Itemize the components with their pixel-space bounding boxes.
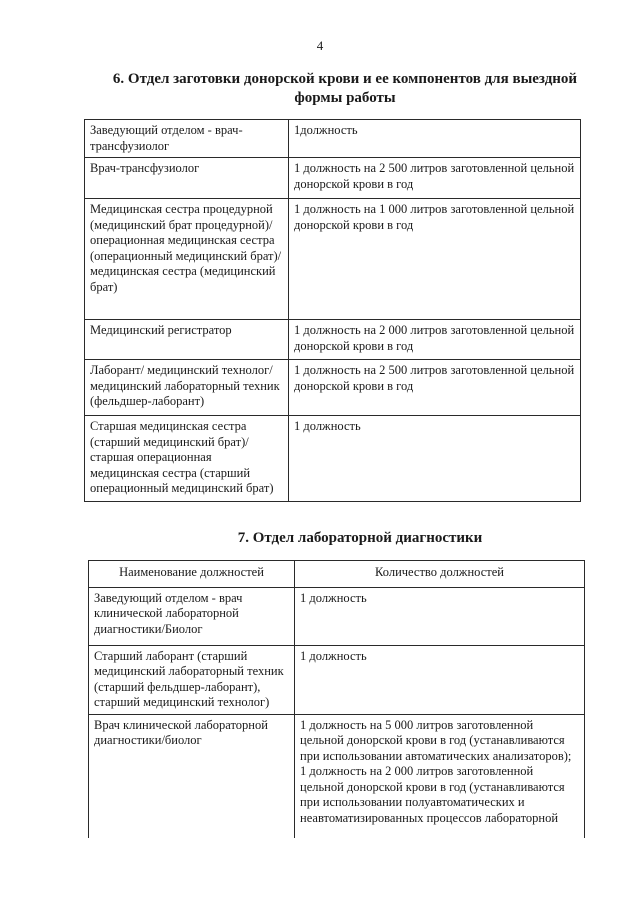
section-6-staffing-table	[84, 119, 581, 502]
section-6-title-line-2: формы работы	[294, 90, 396, 106]
position-cell: Заведующий отделом - врач-трансфузиолог	[85, 120, 289, 158]
position-cell: Заведующий отделом - врач клинической лабораторной диагностики/Биолог	[89, 587, 295, 645]
quantity-cell: 1 должность на 2 000 литров заготовленной цельной донорской крови в год	[289, 320, 581, 360]
table-row	[85, 120, 581, 158]
section-6-title	[100, 70, 590, 108]
quantity-cell: 1 должность на 5 000 литров заготовленной цельной донорской крови в год (устанавливаются при использовании автоматических анализаторов); 1 должность на 2 000 литров заготовленной цельной донорской крови в год (устанавливаются при использовании полуавтоматических и неавтоматизированных процессов лабораторной	[295, 714, 585, 838]
table-header-row	[89, 561, 585, 588]
quantity-cell: 1 должность	[295, 645, 585, 714]
position-cell: Лаборант/ медицинский технолог/ медицинский лабораторный техник (фельдшер-лаборант)	[85, 360, 289, 416]
quantity-cell: 1 должность	[289, 416, 581, 502]
position-cell: Врач клинической лабораторной диагностики/биолог	[89, 714, 295, 838]
position-cell: Врач-трансфузиолог	[85, 158, 289, 199]
table-row	[89, 645, 585, 714]
table-row	[85, 416, 581, 502]
quantity-cell: 1 должность на 2 500 литров заготовленной цельной донорской крови в год	[289, 360, 581, 416]
quantity-cell: 1 должность на 2 500 литров заготовленной цельной донорской крови в год	[289, 158, 581, 199]
section-6-title-line-1: 6. Отдел заготовки донорской крови и ее компонентов для выездной	[112, 71, 578, 87]
section-7-title: 7. Отдел лабораторной диагностики	[237, 530, 483, 546]
position-cell: Старшая медицинская сестра (старший медицинский брат)/старшая операционная медицинская сестра (старший операционный медицинский брат)	[85, 416, 289, 502]
table-row	[89, 587, 585, 645]
quantity-cell: 1 должность	[295, 587, 585, 645]
table-row	[89, 714, 585, 838]
section-7-staffing-table	[88, 560, 585, 838]
quantity-column-header: Количество должностей	[295, 561, 585, 588]
table-row	[85, 360, 581, 416]
quantity-cell: 1должность	[289, 120, 581, 158]
table-row	[85, 158, 581, 199]
quantity-cell: 1 должность на 1 000 литров заготовленной цельной донорской крови в год	[289, 199, 581, 320]
table-row	[85, 199, 581, 320]
position-cell: Медицинская сестра процедурной (медицинский брат процедурной)/операционная медицинская сестра (операционный медицинский брат)/медицинская сестра (медицинский брат)	[85, 199, 289, 320]
position-cell: Медицинский регистратор	[85, 320, 289, 360]
table-row	[85, 320, 581, 360]
position-column-header: Наименование должностей	[89, 561, 295, 588]
page-number: 4	[316, 38, 324, 53]
position-cell: Старший лаборант (старший медицинский лабораторный техник (старший фельдшер-лаборант), старший медицинский технолог)	[89, 645, 295, 714]
